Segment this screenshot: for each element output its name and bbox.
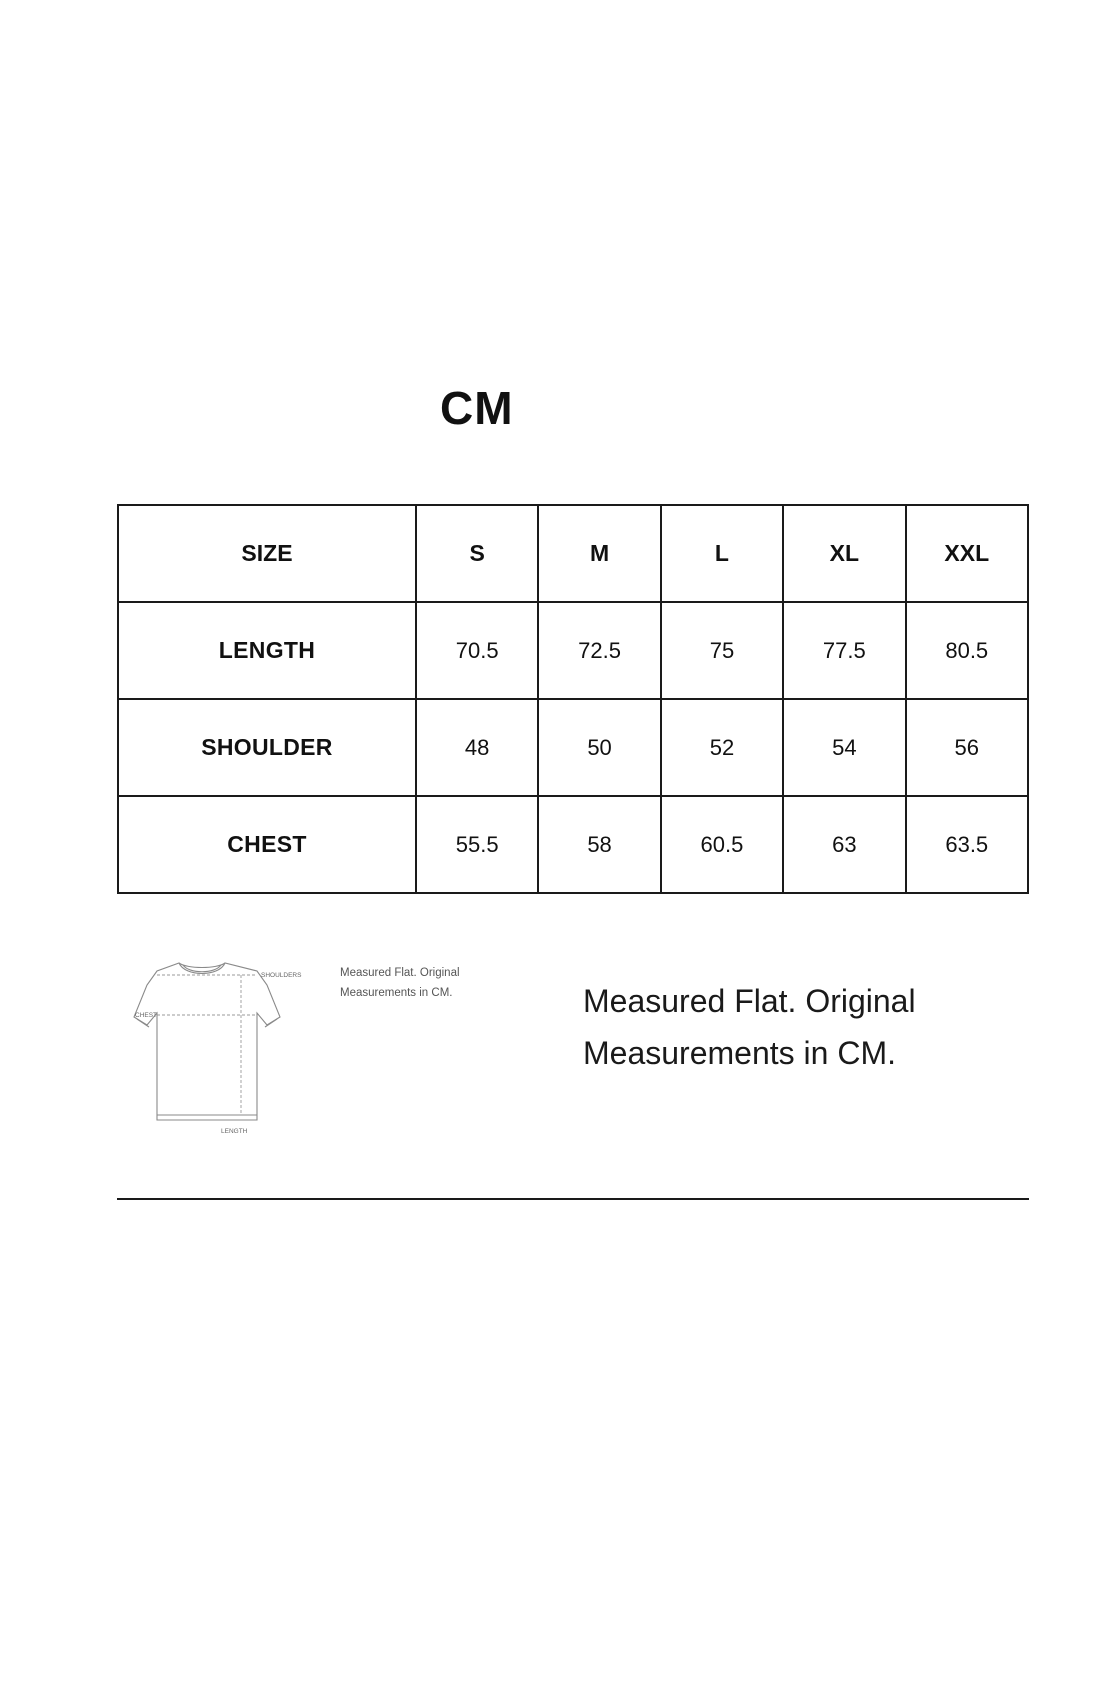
table-row-chest: [118, 796, 1028, 893]
row-label-length: LENGTH: [118, 602, 416, 699]
table-cell: 54: [783, 699, 905, 796]
row-label-shoulder: SHOULDER: [118, 699, 416, 796]
diagram-label-shoulders: SHOULDERS: [261, 972, 302, 979]
table-cell: 63: [783, 796, 905, 893]
header-cell-size: SIZE: [118, 505, 416, 602]
table-cell: 63.5: [906, 796, 1028, 893]
header-cell-m: M: [538, 505, 660, 602]
header-cell-xl: XL: [783, 505, 905, 602]
diagram-label-length: LENGTH: [221, 1128, 248, 1135]
header-cell-l: L: [661, 505, 783, 602]
table-cell: 58: [538, 796, 660, 893]
table-cell: 50: [538, 699, 660, 796]
tshirt-measurement-diagram: [117, 955, 537, 1160]
table-cell: 77.5: [783, 602, 905, 699]
table-cell: 72.5: [538, 602, 660, 699]
diagram-note: [340, 963, 520, 1003]
table-header-row: [118, 505, 1028, 602]
table-cell: 75: [661, 602, 783, 699]
tshirt-icon: [117, 955, 347, 1160]
diagram-note-line1: Measured Flat. Original: [340, 967, 460, 979]
table-cell: 70.5: [416, 602, 538, 699]
size-chart-table: [117, 504, 1029, 894]
table-cell: 48: [416, 699, 538, 796]
measurement-note-line2: Measurements in CM.: [583, 1035, 896, 1071]
header-cell-s: S: [416, 505, 538, 602]
measurement-note: [583, 975, 1003, 1079]
diagram-note-line2: Measurements in CM.: [340, 987, 453, 999]
table-cell: 56: [906, 699, 1028, 796]
row-label-chest: CHEST: [118, 796, 416, 893]
table-cell: 55.5: [416, 796, 538, 893]
diagram-label-chest: CHEST: [135, 1012, 158, 1019]
header-cell-xxl: XXL: [906, 505, 1028, 602]
page-title: CM: [440, 382, 514, 434]
measurement-note-line1: Measured Flat. Original: [583, 983, 916, 1019]
table-cell: 52: [661, 699, 783, 796]
table-row-length: [118, 602, 1028, 699]
table-cell: 80.5: [906, 602, 1028, 699]
divider: [117, 1198, 1029, 1200]
table-cell: 60.5: [661, 796, 783, 893]
table-row-shoulder: [118, 699, 1028, 796]
